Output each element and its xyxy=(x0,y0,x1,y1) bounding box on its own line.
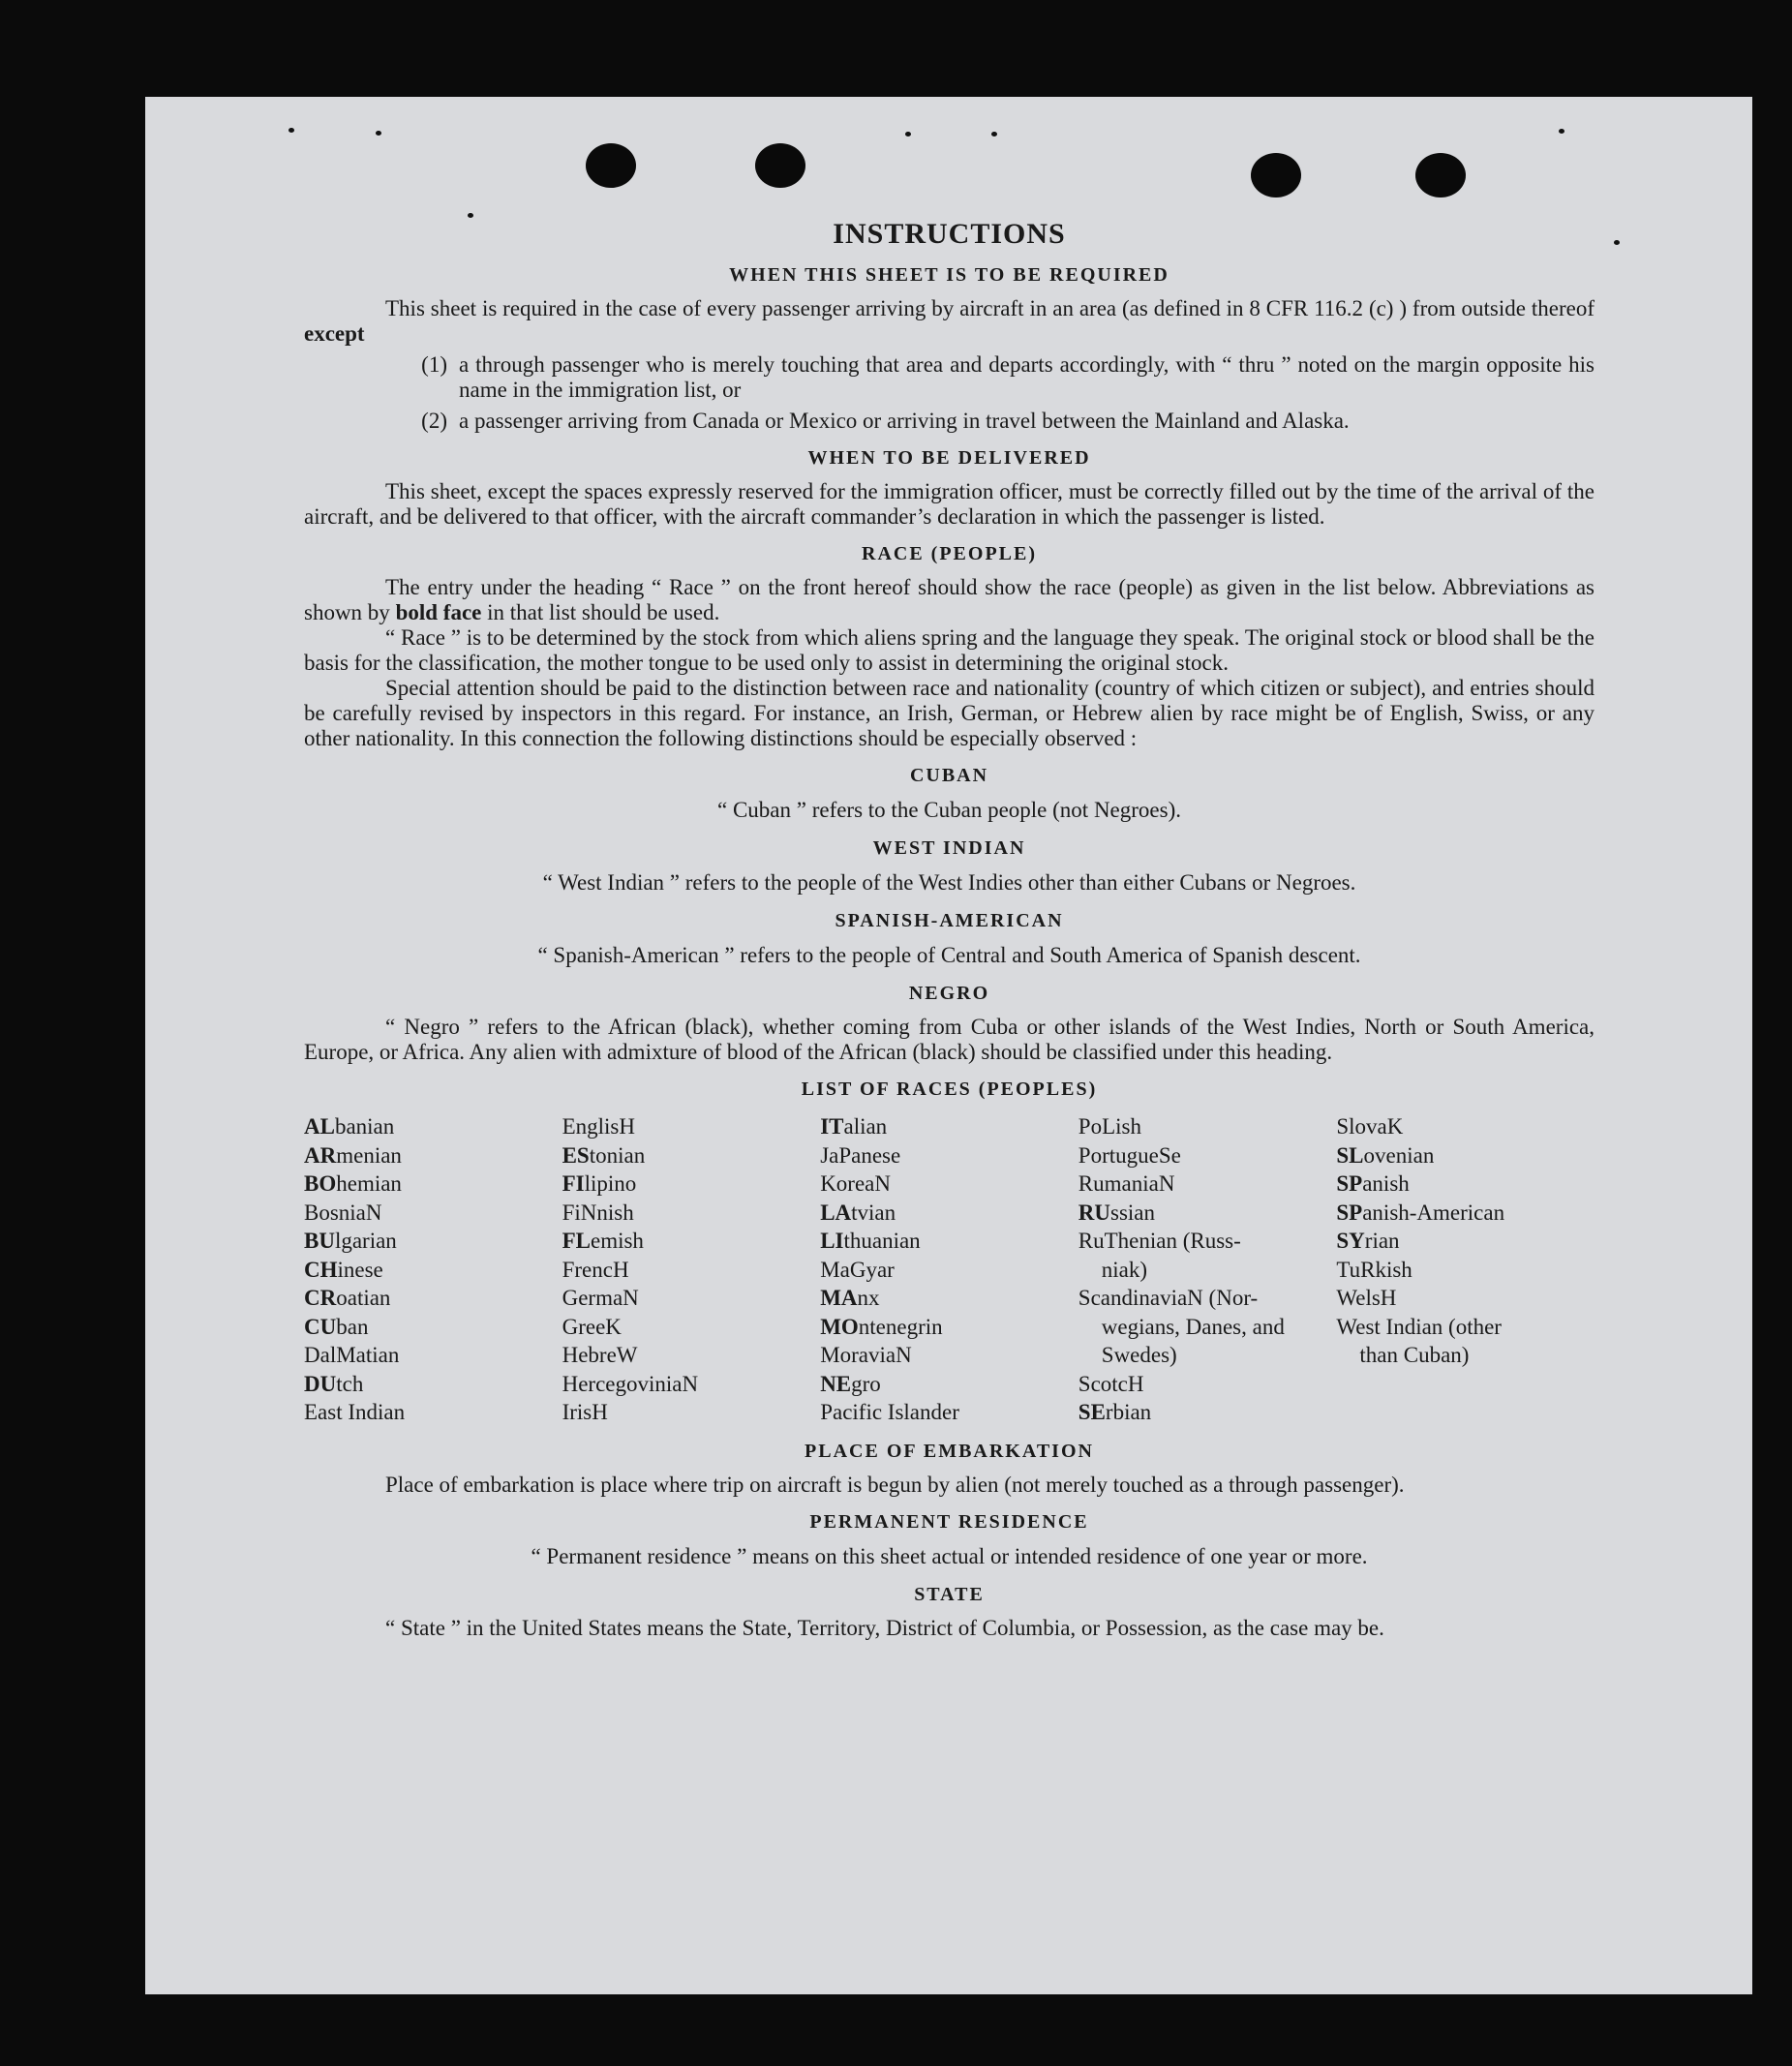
race-entry: BOhemian xyxy=(304,1171,402,1196)
page-title: INSTRUCTIONS xyxy=(833,218,1066,250)
race-entry: DUtch xyxy=(304,1371,364,1396)
heading-embarkation: PLACE OF EMBARKATION xyxy=(805,1440,1094,1462)
heading-spanish-american: SPANISH-AMERICAN xyxy=(835,910,1064,931)
heading-cuban: CUBAN xyxy=(909,765,989,786)
race-entry: DalMatian xyxy=(304,1343,400,1367)
race-entry: JaPanese xyxy=(820,1142,901,1168)
punch-hole xyxy=(755,143,805,188)
instructions-content xyxy=(304,218,1595,1641)
race-entry: East Indian xyxy=(304,1400,406,1424)
race-entry: West Indian (other than Cuban) xyxy=(1336,1314,1502,1367)
heading-list-of-races: LIST OF RACES (PEOPLES) xyxy=(801,1079,1098,1100)
race-entry: ScotcH xyxy=(1078,1371,1144,1396)
state-text: “ State ” in the United States means the State, Territory, District of Columbia, or Possession, as the case may be. xyxy=(385,1615,1384,1640)
race-column xyxy=(820,1112,1078,1427)
race-entry: SPanish-American xyxy=(1336,1200,1505,1225)
race-entry: MAnx xyxy=(820,1286,880,1310)
punch-hole xyxy=(1251,153,1301,197)
heading-when-required: WHEN THIS SHEET IS TO BE REQUIRED xyxy=(729,264,1169,286)
race-entry: ScandinaviaN (Nor- wegians, Danes, and Swedes) xyxy=(1078,1286,1285,1367)
race-entry: CHinese xyxy=(304,1257,383,1282)
speck xyxy=(376,131,381,136)
speck xyxy=(289,128,294,133)
race-entry: LAtvian xyxy=(820,1200,896,1225)
speck xyxy=(1559,129,1564,134)
race-entry: TuRkish xyxy=(1336,1257,1412,1282)
when-delivered-text: This sheet, except the spaces expressly reserved for the immigration officer, must be correctly filled out by the time of the arrival of the aircraft, and be delivered to that officer, with the aircraft commander’s declaration in which the passenger is listed. xyxy=(304,479,1595,529)
race-entry: Pacific Islander xyxy=(820,1400,959,1424)
race-entry: MOntenegrin xyxy=(820,1314,943,1339)
race-list xyxy=(304,1112,1595,1427)
embarkation-text: Place of embarkation is place where trip on aircraft is begun by alien (not merely touched as a through passenger). xyxy=(385,1472,1405,1497)
speck xyxy=(1614,240,1620,245)
race-entry: KoreaN xyxy=(820,1171,891,1196)
exception-item-1: (1) a through passenger who is merely touching that area and departs accordingly, with “ thru ” noted on the margin opposite his name in the immigration list, or xyxy=(421,352,1595,402)
race-paragraph-1: The entry under the heading “ Race ” on the front hereof should show the race (people) as given in the list below. Abbreviations as shown by bold face in that list should be used. xyxy=(304,575,1595,624)
speck xyxy=(905,132,911,137)
race-entry: NEgro xyxy=(820,1371,881,1396)
race-entry: SYrian xyxy=(1336,1229,1400,1253)
race-entry: FrencH xyxy=(562,1257,629,1282)
race-entry: FLemish xyxy=(562,1229,644,1253)
negro-text: “ Negro ” refers to the African (black), whether coming from Cuba or other islands of the West Indies, North or South America, Europe, or Africa. Any alien with admixture of blood of the African (black) should be classified under this heading. xyxy=(304,1015,1595,1064)
race-entry: GermaN xyxy=(562,1286,639,1310)
race-entry: GreeK xyxy=(562,1314,622,1339)
race-entry: MaGyar xyxy=(820,1257,895,1282)
heading-state: STATE xyxy=(914,1583,985,1605)
heading-race: RACE (PEOPLE) xyxy=(862,543,1037,564)
race-entry: FiNnish xyxy=(562,1200,634,1225)
document-sheet xyxy=(145,97,1752,1994)
race-entry: SPanish xyxy=(1336,1171,1410,1196)
race-entry: SErbian xyxy=(1078,1400,1152,1424)
heading-negro: NEGRO xyxy=(908,983,990,1004)
west-indian-text: “ West Indian ” refers to the people of the West Indies other than either Cubans or Negroes. xyxy=(542,870,1356,895)
race-entry: LIthuanian xyxy=(820,1229,921,1253)
race-entry: IrisH xyxy=(562,1400,608,1424)
race-entry: SlovaK xyxy=(1336,1114,1404,1139)
race-entry: RuThenian (Russ- niak) xyxy=(1078,1229,1241,1282)
race-entry: HebreW xyxy=(562,1343,638,1367)
race-entry: CUban xyxy=(304,1314,369,1339)
race-entry: EStonian xyxy=(562,1142,646,1168)
race-entry: WelsH xyxy=(1336,1286,1397,1310)
race-column xyxy=(1078,1112,1337,1427)
race-entry: FIlipino xyxy=(562,1171,637,1196)
punch-hole xyxy=(1415,153,1466,197)
race-entry: BosniaN xyxy=(304,1200,382,1225)
race-entry: EnglisH xyxy=(562,1114,635,1139)
race-entry: ALbanian xyxy=(304,1114,395,1139)
race-entry: BUlgarian xyxy=(304,1229,397,1253)
permanent-residence-text: “ Permanent residence ” means on this sheet actual or intended residence of one year or more. xyxy=(531,1543,1368,1568)
race-entry: CRoatian xyxy=(304,1286,391,1310)
race-entry: RUssian xyxy=(1078,1200,1156,1225)
race-entry: HercegoviniaN xyxy=(562,1371,699,1396)
race-column xyxy=(562,1112,821,1427)
cuban-text: “ Cuban ” refers to the Cuban people (not Negroes). xyxy=(716,798,1181,822)
heading-permanent-residence: PERMANENT RESIDENCE xyxy=(809,1510,1089,1533)
when-required-intro: This sheet is required in the case of every passenger arriving by aircraft in an area (as defined in 8 CFR 116.2 (c) ) from outside thereof except xyxy=(304,296,1595,346)
spanish-american-text: “ Spanish-American ” refers to the people of Central and South America of Spanish descent. xyxy=(537,943,1361,967)
race-entry: ITalian xyxy=(820,1114,888,1139)
race-entry: RumaniaN xyxy=(1078,1171,1175,1196)
speck xyxy=(991,132,997,137)
exception-item-2: (2) a passenger arriving from Canada or Mexico or arriving in travel between the Mainland and Alaska. xyxy=(421,409,1350,433)
heading-when-delivered: WHEN TO BE DELIVERED xyxy=(807,447,1091,469)
race-entry: SLovenian xyxy=(1336,1142,1435,1168)
race-entry: PoLish xyxy=(1078,1114,1141,1139)
race-column xyxy=(304,1112,562,1427)
race-entry: ARmenian xyxy=(304,1142,402,1168)
punch-hole xyxy=(586,143,636,188)
race-entry: PortugueSe xyxy=(1078,1142,1181,1168)
race-paragraph-3: Special attention should be paid to the distinction between race and nationality (country of which citizen or subject), and entries should be carefully revised by inspectors in this regard. For instance, an Irish, German, or Hebrew alien by race might be of English, Swiss, or any other nationality. In this connection the following distinctions should be especially observed : xyxy=(304,676,1595,750)
heading-west-indian: WEST INDIAN xyxy=(872,837,1026,859)
race-column xyxy=(1336,1112,1595,1427)
race-entry: MoraviaN xyxy=(820,1343,912,1367)
race-paragraph-2: “ Race ” is to be determined by the stock from which aliens spring and the language they speak. The original stock or blood shall be the basis for the classification, the mother tongue to be used only to assist in determining the original stock. xyxy=(304,625,1595,675)
